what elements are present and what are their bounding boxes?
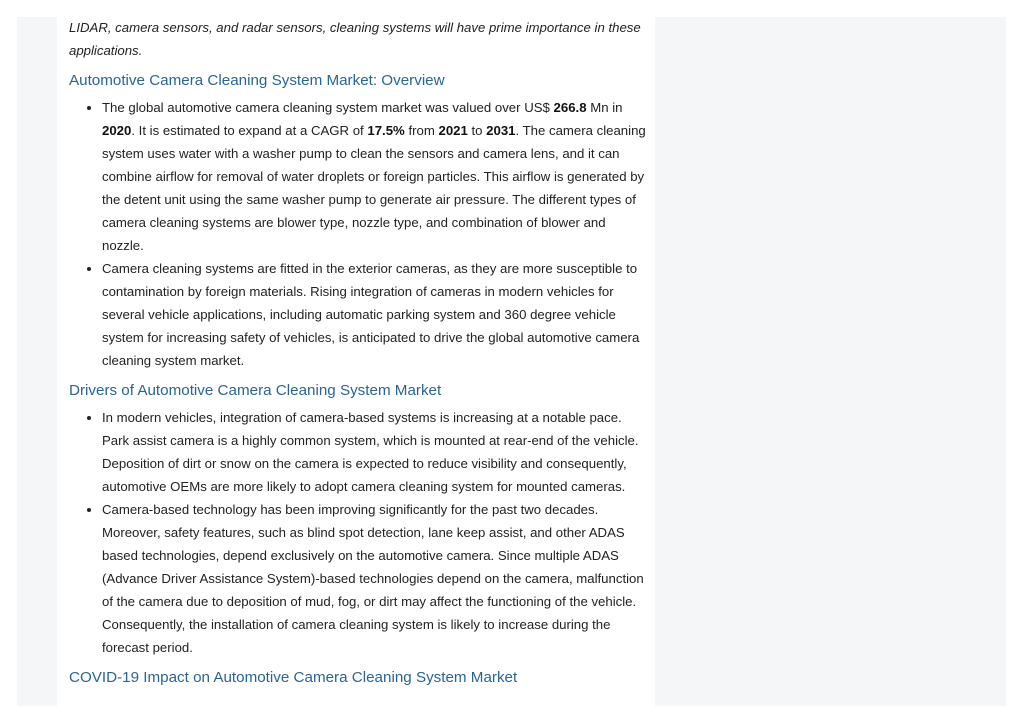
left-gutter [17, 17, 57, 706]
forecast-start-year: 2021 [438, 123, 468, 138]
bullet-text: Mn in [586, 100, 623, 115]
list-item: • Camera cleaning systems are fitted in the exterior cameras, as they are more susceptible to contamination by foreign materials. Rising integration of cameras in modern vehicles for several vehicle applications, including automatic parking system and 360 degree vehicle system for increasing safety of vehicles, is anticipated to drive the global automotive camera cleaning system market. [102, 257, 649, 372]
market-value: 266.8 [553, 100, 587, 115]
bullet-text: . The camera cleaning system uses water with a washer pump to clean the sensors and camera lens, and it can combine airflow for removal of water droplets or foreign particles. This airflow is generated by the detent unit using the same washer pump to generate air pressure. The different types of camera cleaning systems are blower type, nozzle type, and combination of blower and nozzle. [102, 123, 646, 253]
bullet-text: to [467, 123, 487, 138]
drivers-list [69, 406, 649, 659]
section-heading-drivers: Drivers of Automotive Camera Cleaning System Market [69, 382, 442, 399]
section-heading-overview: Automotive Camera Cleaning System Market: Overview [69, 72, 445, 89]
intro-paragraph: LIDAR, camera sensors, and radar sensors, cleaning systems will have prime importance in these applications. [69, 20, 641, 58]
bullet-text: The global automotive camera cleaning system market was valued over US$ [102, 100, 554, 115]
list-item [102, 96, 649, 257]
forecast-end-year: 2031 [486, 123, 516, 138]
bullet-text: from [404, 123, 439, 138]
overview-list [69, 96, 649, 372]
base-year: 2020 [102, 123, 132, 138]
article-content [69, 16, 649, 693]
sidebar-panel [655, 17, 1006, 706]
section-heading-covid: COVID-19 Impact on Automotive Camera Cleaning System Market [69, 669, 518, 686]
list-item: • In modern vehicles, integration of camera-based systems is increasing at a notable pace. Park assist camera is a highly common system, which is mounted at rear-end of the vehicle. Deposition of dirt or snow on the camera is expected to reduce visibility and consequently, automotive OEMs are more likely to adopt camera cleaning system for mounted cameras. [102, 406, 649, 498]
bullet-text: . It is estimated to expand at a CAGR of [131, 123, 368, 138]
list-item: • Camera-based technology has been improving significantly for the past two decades. Moreover, safety features, such as blind spot detection, lane keep assist, and other ADAS based technologies, depend exclusively on the automotive camera. Since multiple ADAS (Advance Driver Assistance System)-based technologies depend on the camera, malfunction of the camera due to deposition of mud, fog, or dirt may affect the functioning of the vehicle. Consequently, the installation of camera cleaning system is likely to increase during the forecast period. [102, 498, 649, 659]
cagr-value: 17.5% [367, 123, 405, 138]
